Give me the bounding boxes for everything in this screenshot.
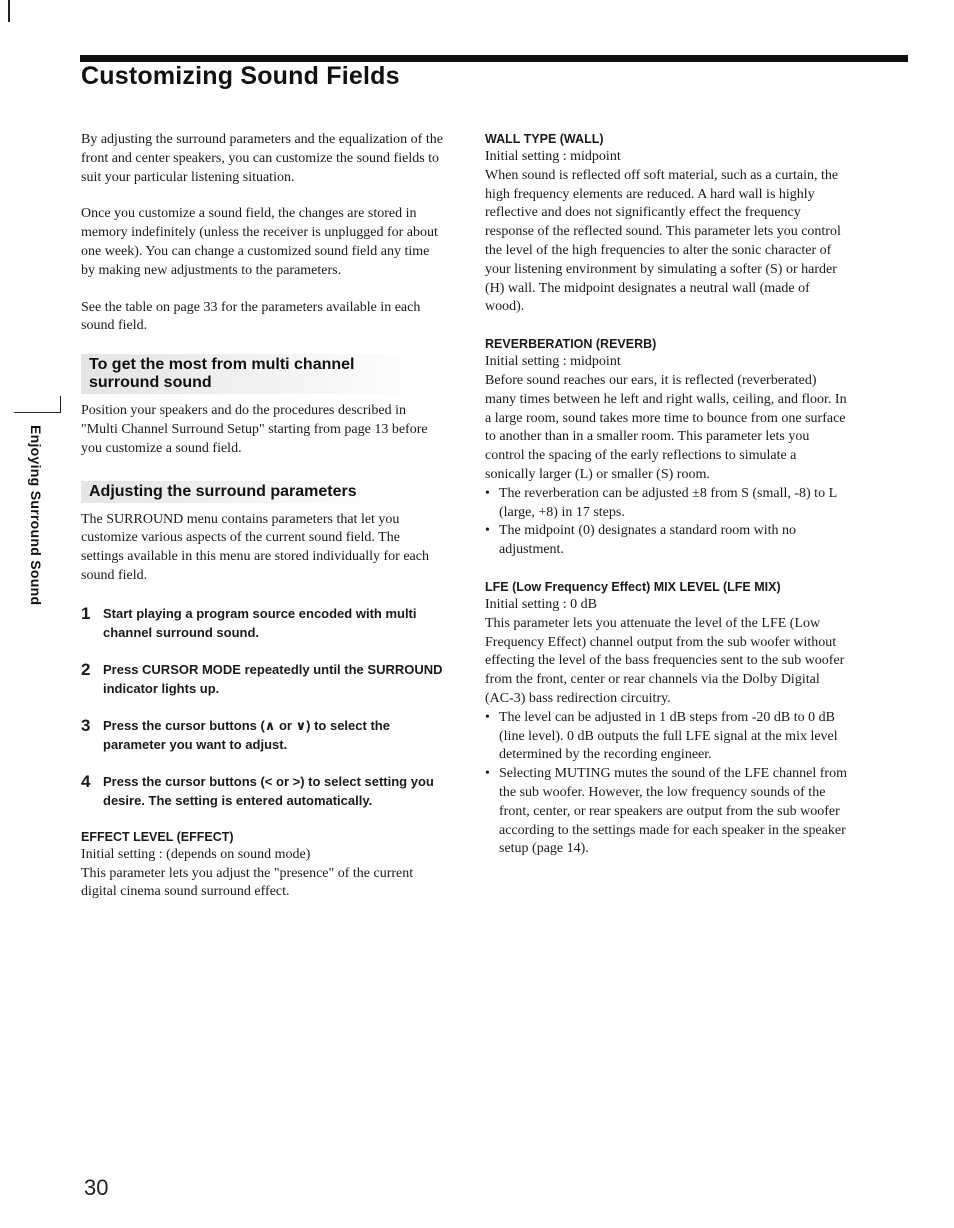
section-body-adjusting: The SURROUND menu contains parameters that let you customize various aspects of the current sound field. The settings available in this menu are stored individually for each sound field.: [81, 511, 429, 583]
bullet-item: • The midpoint (0) designates a standard room with no adjustment.: [485, 522, 850, 560]
param-wall-type: [485, 130, 850, 317]
intro-paragraph-3: See the table on page 33 for the parameters available in each sound field.: [81, 299, 421, 334]
param-initial-setting: Initial setting : 0 dB: [485, 596, 597, 612]
side-tab-marker: [14, 396, 61, 413]
step-text: Start playing a program source encoded with multi channel surround sound.: [103, 605, 417, 640]
corner-crop-mark: [8, 0, 10, 22]
page-title: Customizing Sound Fields: [81, 62, 400, 90]
left-column: [81, 131, 446, 920]
side-section-label: Enjoying Surround Sound: [28, 425, 44, 606]
step-item: [81, 716, 446, 754]
param-lfe-mix: [485, 578, 850, 859]
step-number: 1: [81, 603, 91, 623]
param-description: When sound is reflected off soft material, such as a curtain, the high frequency elements are reduced. A hard wall is highly reflective and does not significantly effect the frequency response of the reflected sound. This parameter lets you control the level of the high frequencies to alter the sonic character of your listening environment by simulating a softer (S) or harder (H) wall. The midpoint designates a neutral wall (made of wood).: [485, 167, 841, 315]
step-item: [81, 660, 446, 698]
step-number: 3: [81, 715, 91, 735]
bullet-item: • The reverberation can be adjusted ±8 from S (small, -8) to L (large, +8) in 17 steps.: [485, 485, 850, 523]
param-notes: [485, 485, 850, 560]
param-description: This parameter lets you adjust the "presence" of the current digital cinema sound surround effect.: [81, 865, 414, 900]
intro-paragraph-1: By adjusting the surround parameters and the equalization of the front and center speakers, you can customize the sound fields to suit your particular listening situation.: [81, 132, 443, 185]
step-item: [81, 772, 446, 810]
intro-paragraph-2: Once you customize a sound field, the changes are stored in memory indefinitely (unless the receiver is unplugged for about one week). You can change a customized sound field any time by making new adjustments to the parameters.: [81, 206, 438, 278]
header-rule: [80, 55, 908, 62]
param-reverberation: [485, 335, 850, 560]
param-heading: WALL TYPE (WALL): [485, 132, 604, 146]
param-heading: EFFECT LEVEL (EFFECT): [81, 829, 234, 844]
param-description: Before sound reaches our ears, it is reflected (reverberated) many times between he left and right walls, ceiling, and floor. In a large room, sound takes more time to bounce from one surface to another than in a smaller room. This parameter lets you control the spacing of the early reflections to simulate a sonically larger (L) or smaller (S) room.: [485, 372, 847, 482]
param-initial-setting: Initial setting : (depends on sound mode): [81, 846, 311, 862]
param-heading: REVERBERATION (REVERB): [485, 337, 657, 352]
step-text: Press the cursor buttons (< or >) to select setting you desire. The setting is entered automatically.: [103, 773, 434, 808]
param-notes: [485, 709, 850, 859]
right-column: [485, 130, 850, 877]
section-heading-adjusting: Adjusting the surround parameters: [81, 481, 384, 503]
bullet-item: • The level can be adjusted in 1 dB steps from -20 dB to 0 dB (line level). 0 dB outputs the full LFE signal at the mix level determined by the recording engineer.: [485, 709, 850, 765]
procedure-steps: [81, 604, 446, 810]
step-text: Press the cursor buttons (∧ or ∨) to select the parameter you want to adjust.: [103, 717, 390, 752]
param-heading: LFE (Low Frequency Effect) MIX LEVEL (LFE MIX): [485, 579, 781, 594]
step-text: Press CURSOR MODE repeatedly until the SURROUND indicator lights up.: [103, 661, 443, 696]
param-description: This parameter lets you attenuate the level of the LFE (Low Frequency Effect) channel output from the sub woofer without effecting the level of the bass frequencies sent to the sub woofer from the front, center or rear channels via the Dolby Digital (AC-3) bass redirection circuitry.: [485, 615, 845, 706]
section-heading-multichannel: To get the most from multi channel surround sound: [81, 354, 429, 394]
step-number: 4: [81, 771, 91, 791]
step-item: [81, 604, 446, 642]
param-effect-level: [81, 828, 446, 902]
bullet-item: • Selecting MUTING mutes the sound of the LFE channel from the sub woofer. However, the low frequency sounds of the front, center, or rear speakers are output from the sub woofer according to the settings made for each speaker in the speaker setup (page 14).: [485, 765, 850, 859]
step-number: 2: [81, 659, 91, 679]
page-number: 30: [84, 1175, 109, 1200]
param-initial-setting: Initial setting : midpoint: [485, 149, 621, 164]
section-body-multichannel: Position your speakers and do the procedures described in "Multi Channel Surround Setup" starting from page 13 before you customize a sound field.: [81, 403, 428, 456]
param-initial-setting: Initial setting : midpoint: [485, 354, 621, 370]
